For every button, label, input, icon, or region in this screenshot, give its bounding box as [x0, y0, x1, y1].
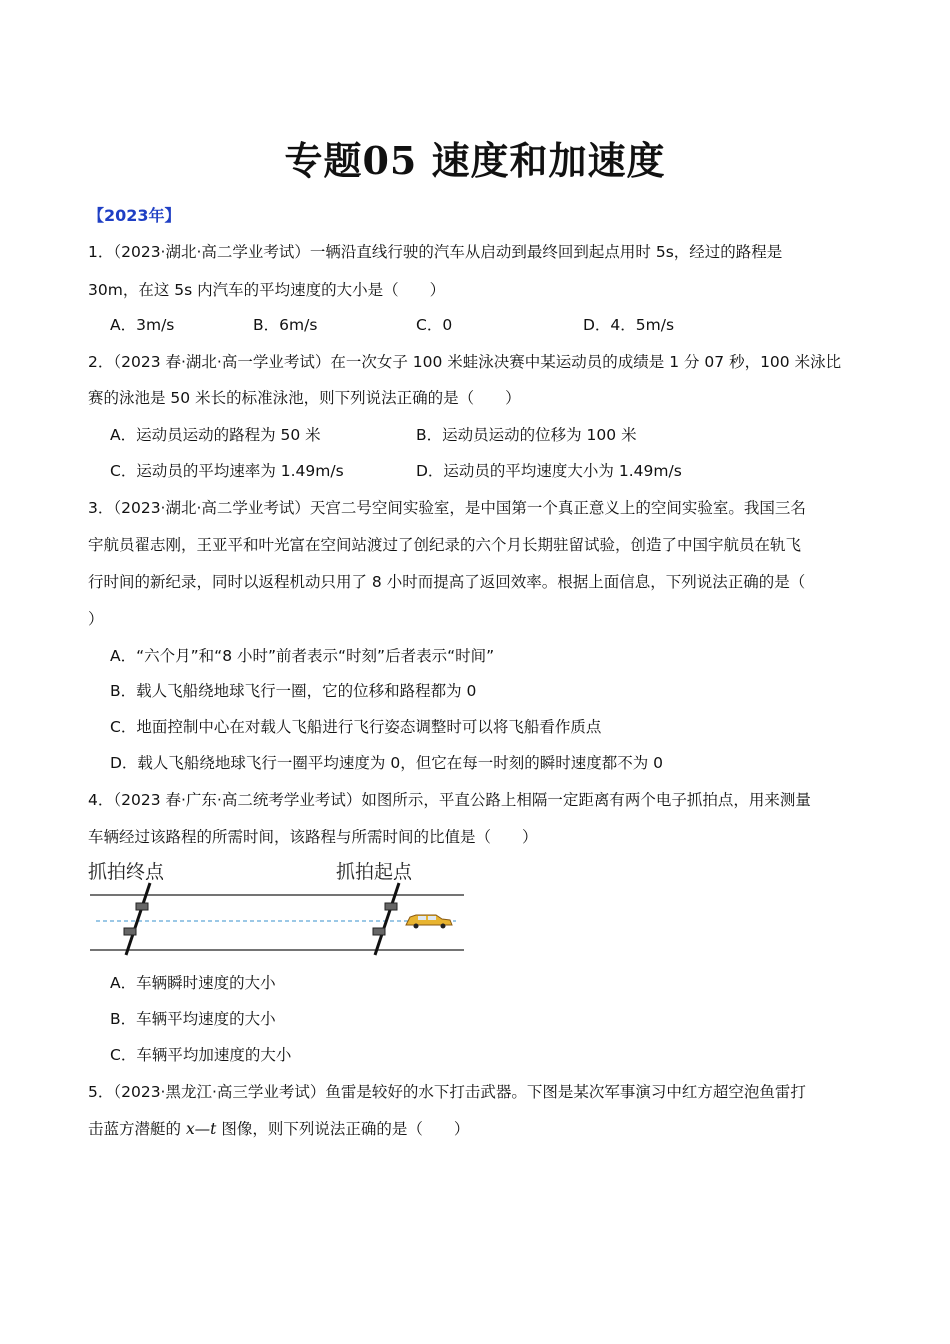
q4-option-c: C．车辆平均加速度的大小 — [110, 1046, 292, 1064]
q4-line-2: 车辆经过该路程的所需时间，该路程与所需时间的比值是（ ） — [88, 828, 538, 846]
label-capture-end: 抓拍终点 — [88, 861, 165, 883]
camera-start — [373, 883, 399, 955]
q1-option-b: B．6m/s — [253, 316, 318, 334]
road-diagram — [86, 855, 466, 960]
car — [406, 915, 452, 929]
q4-option-b: B．车辆平均速度的大小 — [110, 1010, 276, 1028]
q4-line-1: 4．（2023 春·广东·高二统考学业考试）如图所示，平直公路上相隔一定距离有两个电子抓拍点，用来测量 — [88, 791, 811, 809]
q2-option-c: C．运动员的平均速率为 1.49m/s — [110, 462, 344, 480]
q4-option-a: A．车辆瞬时速度的大小 — [110, 974, 276, 992]
q3-option-a: A．“六个月”和“8 小时”前者表示“时刻”后者表示“时间” — [110, 647, 495, 665]
q3-line-4: ） — [88, 610, 104, 628]
q3-line-3: 行时间的新纪录，同时以返程机动只用了 8 小时而提高了返回效率。根据上面信息，下列说法正确的是（ — [88, 573, 806, 591]
q5-line-2-post: 图像，则下列说法正确的是（ ） — [216, 1120, 470, 1138]
q3-line-1: 3．（2023·湖北·高二学业考试）天宫二号空间实验室，是中国第一个真正意义上的空间实验室。我国三名 — [88, 499, 806, 517]
q2-line-1: 2．（2023 春·湖北·高一学业考试）在一次女子 100 米蛙泳决赛中某运动员的成绩是 1 分 07 秒，100 米泳比 — [88, 353, 842, 371]
q2-option-b: B．运动员运动的位移为 100 米 — [416, 426, 637, 444]
q3-option-b: B．载人飞船绕地球飞行一圈，它的位移和路程都为 0 — [110, 682, 477, 700]
q1-option-d: D．4．5m/s — [583, 316, 675, 334]
q5-xt-symbol: x—t — [185, 1120, 217, 1138]
q1-line-2: 30m，在这 5s 内汽车的平均速度的大小是（ ） — [88, 281, 446, 299]
page-title: 专题05 速度和加速度 — [284, 138, 666, 183]
q3-option-d: D．载人飞船绕地球飞行一圈平均速度为 0，但它在每一时刻的瞬时速度都不为 0 — [110, 754, 664, 772]
camera-end — [124, 883, 150, 955]
road-figure — [86, 855, 466, 960]
q5-line-2-pre: 击蓝方潜艇的 — [88, 1120, 186, 1138]
q3-line-2: 宇航员翟志刚，王亚平和叶光富在空间站渡过了创纪录的六个月长期驻留试验，创造了中国宇航员在轨飞 — [88, 536, 802, 554]
q5-line-1: 5．（2023·黑龙江·高三学业考试）鱼雷是较好的水下打击武器。下图是某次军事演习中红方超空泡鱼雷打 — [88, 1083, 806, 1101]
q2-line-2: 赛的泳池是 50 米长的标准泳池，则下列说法正确的是（ ） — [88, 389, 521, 407]
q1-option-a: A．3m/s — [110, 316, 175, 334]
q3-option-c: C．地面控制中心在对载人飞船进行飞行姿态调整时可以将飞船看作质点 — [110, 718, 602, 736]
q1-option-c: C．0 — [416, 316, 453, 334]
q5-line-2 — [88, 1118, 469, 1140]
section-heading: 【2023年】 — [88, 206, 181, 225]
q2-option-d: D．运动员的平均速度大小为 1.49m/s — [416, 462, 682, 480]
q2-option-a: A．运动员运动的路程为 50 米 — [110, 426, 321, 444]
q1-line-1: 1．（2023·湖北·高二学业考试）一辆沿直线行驶的汽车从启动到最终回到起点用时 5s，经过的路程是 — [88, 243, 783, 261]
label-capture-start: 抓拍起点 — [336, 861, 413, 883]
